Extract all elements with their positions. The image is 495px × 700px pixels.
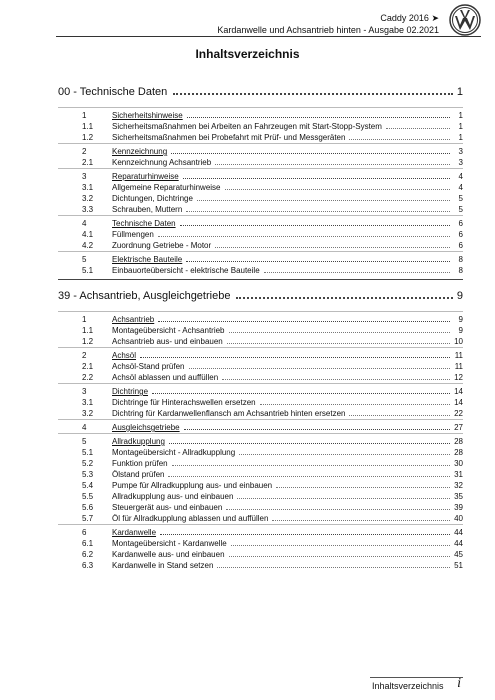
toc-section[interactable] [58, 436, 463, 446]
toc-entry-page: 9 [458, 326, 463, 335]
toc-entry-title: Ausgleichsgetriebe [112, 423, 180, 432]
toc-entry-page: 1 [458, 111, 463, 120]
toc-entry-title: Allradkupplung [112, 437, 165, 446]
toc-subsection[interactable] [58, 361, 463, 371]
toc-entry-page: 11 [454, 362, 463, 371]
header-subtitle: Kardanwelle und Achsantrieb hinten - Ausgabe 02.2021 [217, 25, 439, 35]
toc-entry-title: Dichtringe [112, 387, 149, 396]
toc-entry-number: 4.2 [82, 241, 94, 250]
toc-entry-title: Kardanwelle in Stand setzen [112, 561, 214, 570]
toc-entry-number: 1.1 [82, 122, 94, 131]
toc-subsection[interactable] [58, 491, 463, 501]
toc-subsection[interactable] [58, 480, 463, 490]
toc-entry-page: 45 [454, 550, 463, 559]
toc-entry-title: Öl für Allradkupplung ablassen und auffüllen [112, 514, 269, 523]
toc-entry-title: Reparaturhinweise [112, 172, 179, 181]
toc-entry-page: 8 [458, 255, 463, 264]
leader-dots [229, 556, 450, 557]
toc-section-group [58, 168, 463, 214]
leader-dots [168, 476, 450, 477]
toc-entry-page: 4 [458, 172, 463, 181]
toc-subsection[interactable] [58, 265, 463, 275]
leader-dots [386, 128, 450, 129]
toc-entry-title: Einbauorteübersicht - elektrische Bauteile [112, 266, 260, 275]
toc-entry-number: 5.3 [82, 470, 94, 479]
page-header [217, 12, 439, 36]
toc-entry-number: 2.1 [82, 362, 94, 371]
toc-section[interactable] [58, 171, 463, 181]
toc-entry-number: 5.6 [82, 503, 94, 512]
toc-entry-page: 28 [454, 437, 463, 446]
toc-entry-page: 27 [454, 423, 463, 432]
toc-section[interactable] [58, 110, 463, 120]
toc-section[interactable] [58, 527, 463, 537]
leader-dots [158, 321, 450, 322]
toc-section[interactable] [58, 386, 463, 396]
toc-subsection[interactable] [58, 325, 463, 335]
toc-entry-title: Ölstand prüfen [112, 470, 165, 479]
toc-subsection[interactable] [58, 193, 463, 203]
leader-dots [237, 498, 450, 499]
toc-subsection[interactable] [58, 336, 463, 346]
toc-entry-number: 3 [82, 387, 87, 396]
toc-entry-title: Funktion prüfen [112, 459, 168, 468]
toc-entry-title: Kardanwelle [112, 528, 157, 537]
leader-dots [186, 211, 450, 212]
toc-entry-page: 6 [458, 230, 463, 239]
toc-section-group [58, 215, 463, 250]
toc-entry-number: 5 [82, 255, 87, 264]
toc-entry-number: 5.4 [82, 481, 94, 490]
toc-entry-page: 22 [454, 409, 463, 418]
toc-entry-number: 2.1 [82, 158, 94, 167]
leader-dots [160, 534, 450, 535]
toc-entry-page: 40 [454, 514, 463, 523]
toc-section-group [58, 347, 463, 382]
toc-entry-number: 5.7 [82, 514, 94, 523]
toc-entry-title: Dichtringe für Hinterachswellen ersetzen [112, 398, 256, 407]
leader-dots [349, 139, 450, 140]
toc-entry-page: 51 [454, 561, 463, 570]
leader-dots [276, 487, 450, 488]
toc-entry-page: 30 [454, 459, 463, 468]
toc-subsection[interactable] [58, 132, 463, 142]
toc-entry-number: 1 [82, 315, 87, 324]
page-title: Inhaltsverzeichnis [195, 47, 300, 61]
toc-subsection[interactable] [58, 372, 463, 382]
toc-section-group [58, 433, 463, 523]
toc-entry-title: Sicherheitsmaßnahmen bei Arbeiten an Fahrzeugen mit Start-Stopp-System [112, 122, 382, 131]
toc-entry-number: 5.2 [82, 459, 94, 468]
toc-entry-page: 10 [454, 337, 463, 346]
table-of-contents [58, 84, 463, 571]
leader-dots [169, 443, 450, 444]
header-model: Caddy 2016 ➤ [380, 13, 439, 23]
toc-entry-title: Montageübersicht - Kardanwelle [112, 539, 227, 548]
leader-dots [171, 153, 450, 154]
toc-entry-page: 5 [458, 194, 463, 203]
leader-dots [180, 225, 450, 226]
leader-dots [236, 297, 452, 299]
leader-dots [187, 117, 450, 118]
toc-section[interactable] [58, 254, 463, 264]
toc-subsection[interactable] [58, 502, 463, 512]
toc-entry-title: Pumpe für Allradkupplung aus- und einbauen [112, 481, 273, 490]
toc-entry-page: 1 [458, 133, 463, 142]
toc-entry-page: 6 [458, 219, 463, 228]
toc-subsection[interactable] [58, 560, 463, 570]
leader-dots [227, 343, 450, 344]
toc-entry-title: Montageübersicht - Allradkupplung [112, 448, 236, 457]
toc-entry-number: 6.2 [82, 550, 94, 559]
toc-entry-title: Füllmengen [112, 230, 154, 239]
toc-entry-title: Allgemeine Reparaturhinweise [112, 183, 221, 192]
toc-entry-number: 3.1 [82, 398, 94, 407]
toc-entry-page: 44 [454, 539, 463, 548]
toc-subsection[interactable] [58, 121, 463, 131]
toc-subsection[interactable] [58, 182, 463, 192]
toc-section[interactable] [58, 314, 463, 324]
footer-label: Inhaltsverzeichnis [372, 681, 444, 691]
toc-entry-title: Kennzeichnung Achsantrieb [112, 158, 212, 167]
toc-entry-page: 5 [458, 205, 463, 214]
toc-entry-title: Achsöl ablassen und auffüllen [112, 373, 219, 382]
header-rule [56, 36, 481, 37]
leader-dots [222, 379, 450, 380]
toc-entry-title: Allradkupplung aus- und einbauen [112, 492, 234, 501]
toc-entry-title: Dichtring für Kardanwellenflansch am Achsantrieb hinten ersetzen [112, 409, 346, 418]
toc-chapter-page: 9 [456, 290, 463, 302]
toc-entry-title: Montageübersicht - Achsantrieb [112, 326, 225, 335]
toc-entry-number: 2 [82, 147, 87, 156]
toc-section-group [58, 383, 463, 418]
leader-dots [349, 415, 450, 416]
toc-entry-number: 4 [82, 219, 87, 228]
toc-section[interactable] [58, 146, 463, 156]
toc-entry-title: Sicherheitshinweise [112, 111, 183, 120]
toc-entry-title: Sicherheitsmaßnahmen bei Probefahrt mit Prüf- und Messgeräten [112, 133, 346, 142]
toc-subsection[interactable] [58, 157, 463, 167]
toc-entry-page: 14 [454, 387, 463, 396]
vw-logo-icon [449, 4, 481, 36]
toc-entry-number: 5.5 [82, 492, 94, 501]
leader-dots [217, 567, 450, 568]
toc-section[interactable] [58, 422, 463, 432]
leader-dots [152, 393, 450, 394]
leader-dots [225, 189, 450, 190]
toc-entry-page: 35 [454, 492, 463, 501]
toc-entry-number: 3.2 [82, 194, 94, 203]
toc-entry-number: 1.1 [82, 326, 94, 335]
toc-entry-number: 3.1 [82, 183, 94, 192]
toc-entry-title: Elektrische Bauteile [112, 255, 183, 264]
footer-page-number: i [457, 676, 461, 691]
toc-entry-page: 31 [454, 470, 463, 479]
toc-subsection[interactable] [58, 469, 463, 479]
toc-section-group [58, 107, 463, 142]
leader-dots [183, 178, 450, 179]
footer-rule [370, 677, 463, 678]
arrow-right-icon: ➤ [431, 13, 439, 23]
toc-entry-title: Achsantrieb aus- und einbauen [112, 337, 223, 346]
toc-entry-page: 4 [458, 183, 463, 192]
toc-entry-number: 5 [82, 437, 87, 446]
leader-dots [264, 272, 450, 273]
toc-entry-title: Dichtungen, Dichtringe [112, 194, 193, 203]
toc-section[interactable] [58, 350, 463, 360]
leader-dots [172, 465, 450, 466]
toc-subsection[interactable] [58, 549, 463, 559]
toc-entry-page: 28 [454, 448, 463, 457]
toc-subsection[interactable] [58, 397, 463, 407]
toc-section-group [58, 143, 463, 167]
toc-entry-page: 11 [454, 351, 463, 360]
toc-chapter-title: 00 - Technische Daten [58, 86, 168, 98]
leader-dots [173, 93, 453, 95]
toc-entry-title: Zuordnung Getriebe - Motor [112, 241, 212, 250]
leader-dots [229, 332, 450, 333]
toc-entry-number: 6 [82, 528, 87, 537]
toc-section[interactable] [58, 218, 463, 228]
toc-chapter-page: 1 [456, 86, 463, 98]
toc-entry-number: 5.1 [82, 266, 94, 275]
leader-dots [197, 200, 450, 201]
toc-subsection[interactable] [58, 538, 463, 548]
toc-entry-page: 32 [454, 481, 463, 490]
toc-section-group [58, 419, 463, 432]
leader-dots [239, 454, 450, 455]
toc-entry-number: 5.1 [82, 448, 94, 457]
leader-dots [260, 404, 450, 405]
toc-entry-page: 39 [454, 503, 463, 512]
toc-entry-title: Achsöl-Stand prüfen [112, 362, 185, 371]
toc-subsection[interactable] [58, 447, 463, 457]
toc-entry-title: Technische Daten [112, 219, 176, 228]
toc-chapter-title: 39 - Achsantrieb, Ausgleichgetriebe [58, 290, 231, 302]
toc-entry-number: 6.3 [82, 561, 94, 570]
toc-entry-number: 4 [82, 423, 87, 432]
leader-dots [215, 247, 450, 248]
toc-subsection[interactable] [58, 408, 463, 418]
leader-dots [215, 164, 450, 165]
toc-chapter[interactable] [58, 288, 463, 302]
toc-entry-number: 1.2 [82, 337, 94, 346]
toc-entry-page: 8 [458, 266, 463, 275]
toc-section-group [58, 524, 463, 570]
toc-entry-number: 2.2 [82, 373, 94, 382]
toc-entry-title: Kennzeichnung [112, 147, 168, 156]
leader-dots [140, 357, 450, 358]
toc-entry-page: 6 [458, 241, 463, 250]
toc-entry-number: 1.2 [82, 133, 94, 142]
toc-entry-number: 6.1 [82, 539, 94, 548]
toc-entry-number: 3 [82, 172, 87, 181]
toc-subsection[interactable] [58, 229, 463, 239]
leader-dots [226, 509, 450, 510]
leader-dots [158, 236, 450, 237]
leader-dots [184, 429, 450, 430]
toc-entry-number: 2 [82, 351, 87, 360]
toc-entry-number: 1 [82, 111, 87, 120]
toc-section-group [58, 311, 463, 346]
toc-subsection[interactable] [58, 458, 463, 468]
toc-entry-number: 4.1 [82, 230, 94, 239]
leader-dots [189, 368, 451, 369]
toc-entry-title: Achsöl [112, 351, 137, 360]
toc-entry-number: 3.3 [82, 205, 94, 214]
toc-entry-page: 12 [454, 373, 463, 382]
toc-entry-number: 3.2 [82, 409, 94, 418]
toc-subsection[interactable] [58, 513, 463, 523]
leader-dots [272, 520, 450, 521]
toc-entry-page: 44 [454, 528, 463, 537]
toc-entry-page: 14 [454, 398, 463, 407]
chapter-divider [58, 279, 463, 280]
toc-entry-page: 3 [458, 158, 463, 167]
toc-entry-title: Schrauben, Muttern [112, 205, 183, 214]
leader-dots [186, 261, 450, 262]
toc-entry-page: 9 [458, 315, 463, 324]
toc-entry-title: Kardanwelle aus- und einbauen [112, 550, 225, 559]
toc-entry-title: Steuergerät aus- und einbauen [112, 503, 223, 512]
toc-subsection[interactable] [58, 204, 463, 214]
toc-entry-page: 1 [458, 122, 463, 131]
toc-chapter[interactable] [58, 84, 463, 98]
toc-entry-title: Achsantrieb [112, 315, 155, 324]
toc-section-group [58, 251, 463, 275]
leader-dots [231, 545, 450, 546]
toc-entry-page: 3 [458, 147, 463, 156]
toc-subsection[interactable] [58, 240, 463, 250]
